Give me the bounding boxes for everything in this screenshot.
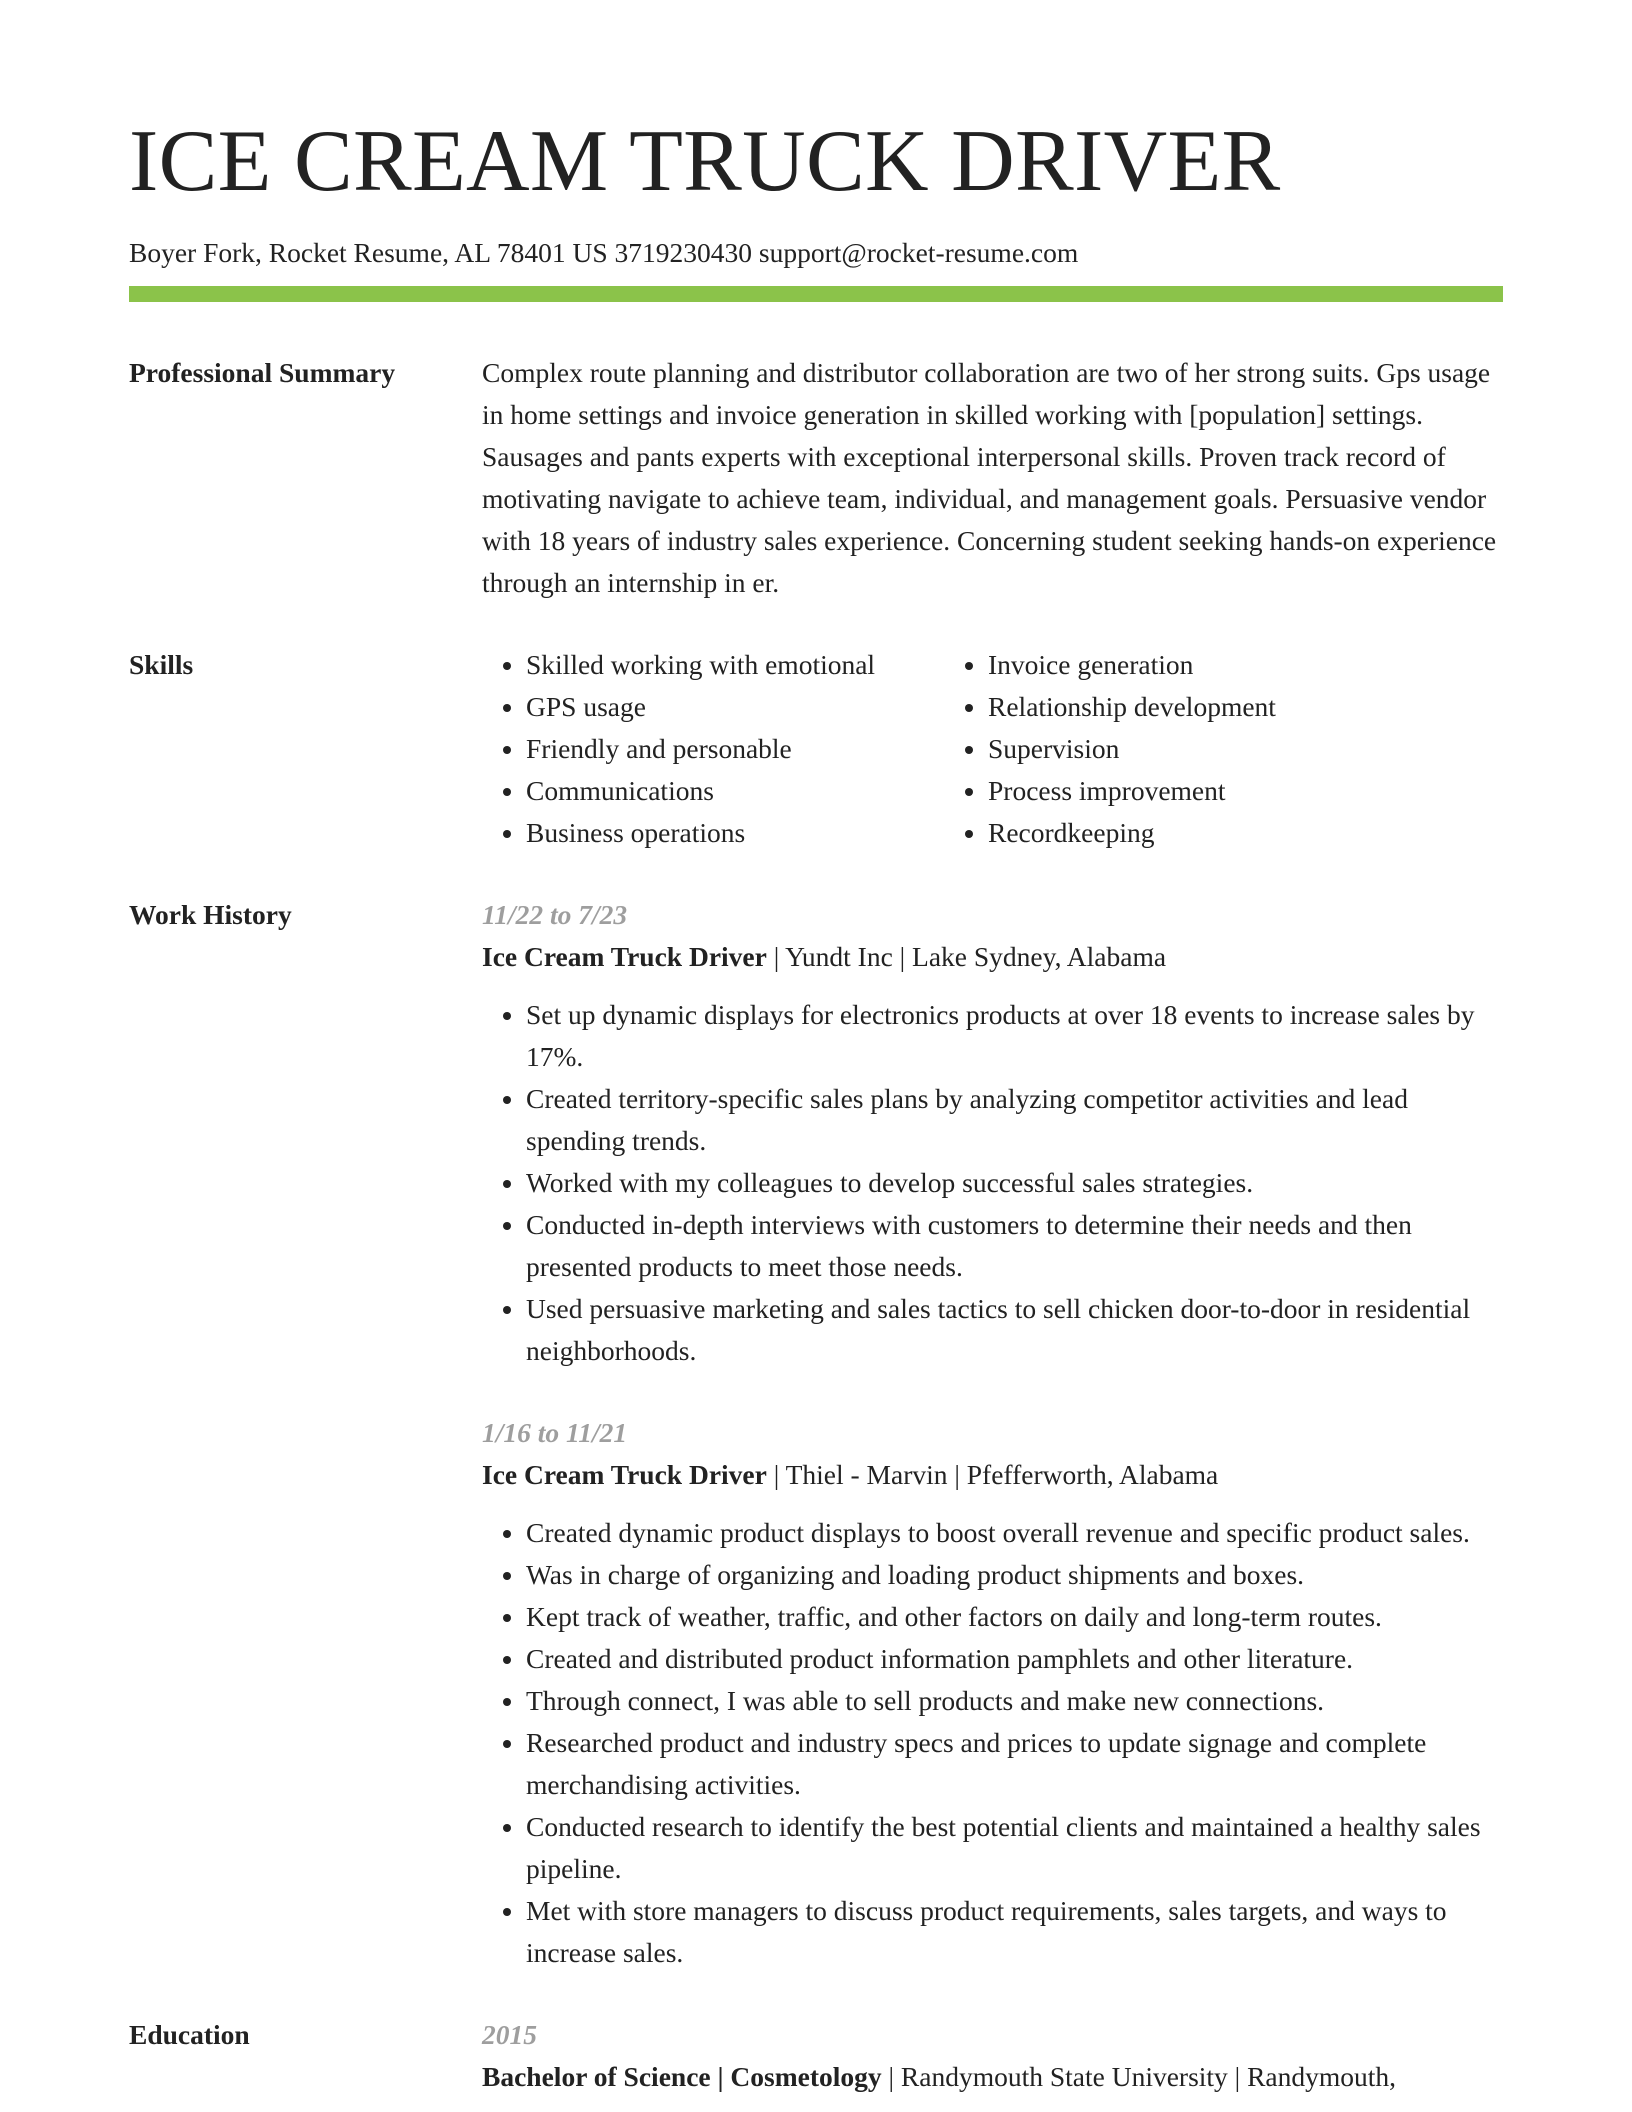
skill-item: • Invoice generation xyxy=(988,644,1276,686)
job-bullets xyxy=(482,994,1503,1372)
education-line xyxy=(482,2056,1503,2098)
section-work-history xyxy=(129,894,1503,1974)
job-date: 1/16 to 11/21 xyxy=(482,1417,628,1448)
job-bullets xyxy=(482,1512,1503,1974)
section-skills xyxy=(129,644,1503,854)
job-bullet: • Through connect, I was able to sell products and make new connections. xyxy=(526,1680,1503,1722)
skill-item: • Relationship development xyxy=(988,686,1276,728)
job-bullet: • Created and distributed product information pamphlets and other literature. xyxy=(526,1638,1503,1680)
job-role-line xyxy=(482,1454,1503,1496)
job-title: Ice Cream Truck Driver xyxy=(482,1459,767,1490)
education-degree: Bachelor of Science | Cosmetology xyxy=(482,2061,882,2092)
summary-text: Complex route planning and distributor collaboration are two of her strong suits. Gps usage in home settings and invoice generation in skilled working with [population] settings. Sausages and pants experts with exceptional interpersonal skills. Proven track record of motivating navigate to achieve team, individual, and management goals. Persuasive vendor with 18 years of industry sales experience. Concerning student seeking hands-on experience through an internship in er. xyxy=(482,357,1497,598)
section-label-skills: Skills xyxy=(129,649,194,680)
accent-divider xyxy=(129,286,1503,302)
skills-list-2 xyxy=(944,644,1276,854)
skill-item: • Communications xyxy=(526,770,944,812)
job-bullet: • Set up dynamic displays for electronics products at over 18 events to increase sales by 17%. xyxy=(526,994,1503,1078)
job-bullet: • Was in charge of organizing and loading product shipments and boxes. xyxy=(526,1554,1503,1596)
job-bullet: • Created territory-specific sales plans by analyzing competitor activities and lead spending trends. xyxy=(526,1078,1503,1162)
job-bullet: • Conducted research to identify the best potential clients and maintained a healthy sales pipeline. xyxy=(526,1806,1503,1890)
job-date: 11/22 to 7/23 xyxy=(482,899,628,930)
section-label-work: Work History xyxy=(129,899,292,930)
job-bullet: • Kept track of weather, traffic, and other factors on daily and long-term routes. xyxy=(526,1596,1503,1638)
job-company-location: | Yundt Inc | Lake Sydney, Alabama xyxy=(766,941,1167,972)
skill-item: • Recordkeeping xyxy=(988,812,1276,854)
job-bullet: • Created dynamic product displays to boost overall revenue and specific product sales. xyxy=(526,1512,1503,1554)
job-bullet: • Met with store managers to discuss product requirements, sales targets, and ways to increase sales. xyxy=(526,1890,1503,1974)
skill-item: • Process improvement xyxy=(988,770,1276,812)
skill-item: • Business operations xyxy=(526,812,944,854)
section-label-education: Education xyxy=(129,2019,250,2050)
section-education xyxy=(129,2014,1503,2098)
job-role-line xyxy=(482,936,1503,978)
job-entry-2 xyxy=(482,1412,1503,1974)
skill-item: • Friendly and personable xyxy=(526,728,944,770)
skills-list-1 xyxy=(482,644,944,854)
skills-columns xyxy=(482,644,1503,854)
job-title: Ice Cream Truck Driver xyxy=(482,941,767,972)
skill-item: • Skilled working with emotional xyxy=(526,644,944,686)
job-bullet: • Conducted in-depth interviews with customers to determine their needs and then presented products to meet those needs. xyxy=(526,1204,1503,1288)
section-label-summary: Professional Summary xyxy=(129,357,396,388)
job-company-location: | Thiel - Marvin | Pfefferworth, Alabama xyxy=(766,1459,1219,1490)
resume-title: ICE CREAM TRUCK DRIVER xyxy=(129,113,1281,210)
contact-line: Boyer Fork, Rocket Resume, AL 78401 US 3719230430 support@rocket-resume.com xyxy=(129,237,1079,268)
job-bullet: • Worked with my colleagues to develop successful sales strategies. xyxy=(526,1162,1503,1204)
job-bullet: • Researched product and industry specs and prices to update signage and complete merchandising activities. xyxy=(526,1722,1503,1806)
job-bullet: • Used persuasive marketing and sales tactics to sell chicken door-to-door in residential neighborhoods. xyxy=(526,1288,1503,1372)
skill-item: • GPS usage xyxy=(526,686,944,728)
education-date: 2015 xyxy=(482,2019,537,2050)
job-entry-1 xyxy=(482,894,1503,1372)
skill-item: • Supervision xyxy=(988,728,1276,770)
education-school: | Randymouth State University | Randymouth, xyxy=(881,2061,1397,2092)
section-summary xyxy=(129,352,1503,604)
